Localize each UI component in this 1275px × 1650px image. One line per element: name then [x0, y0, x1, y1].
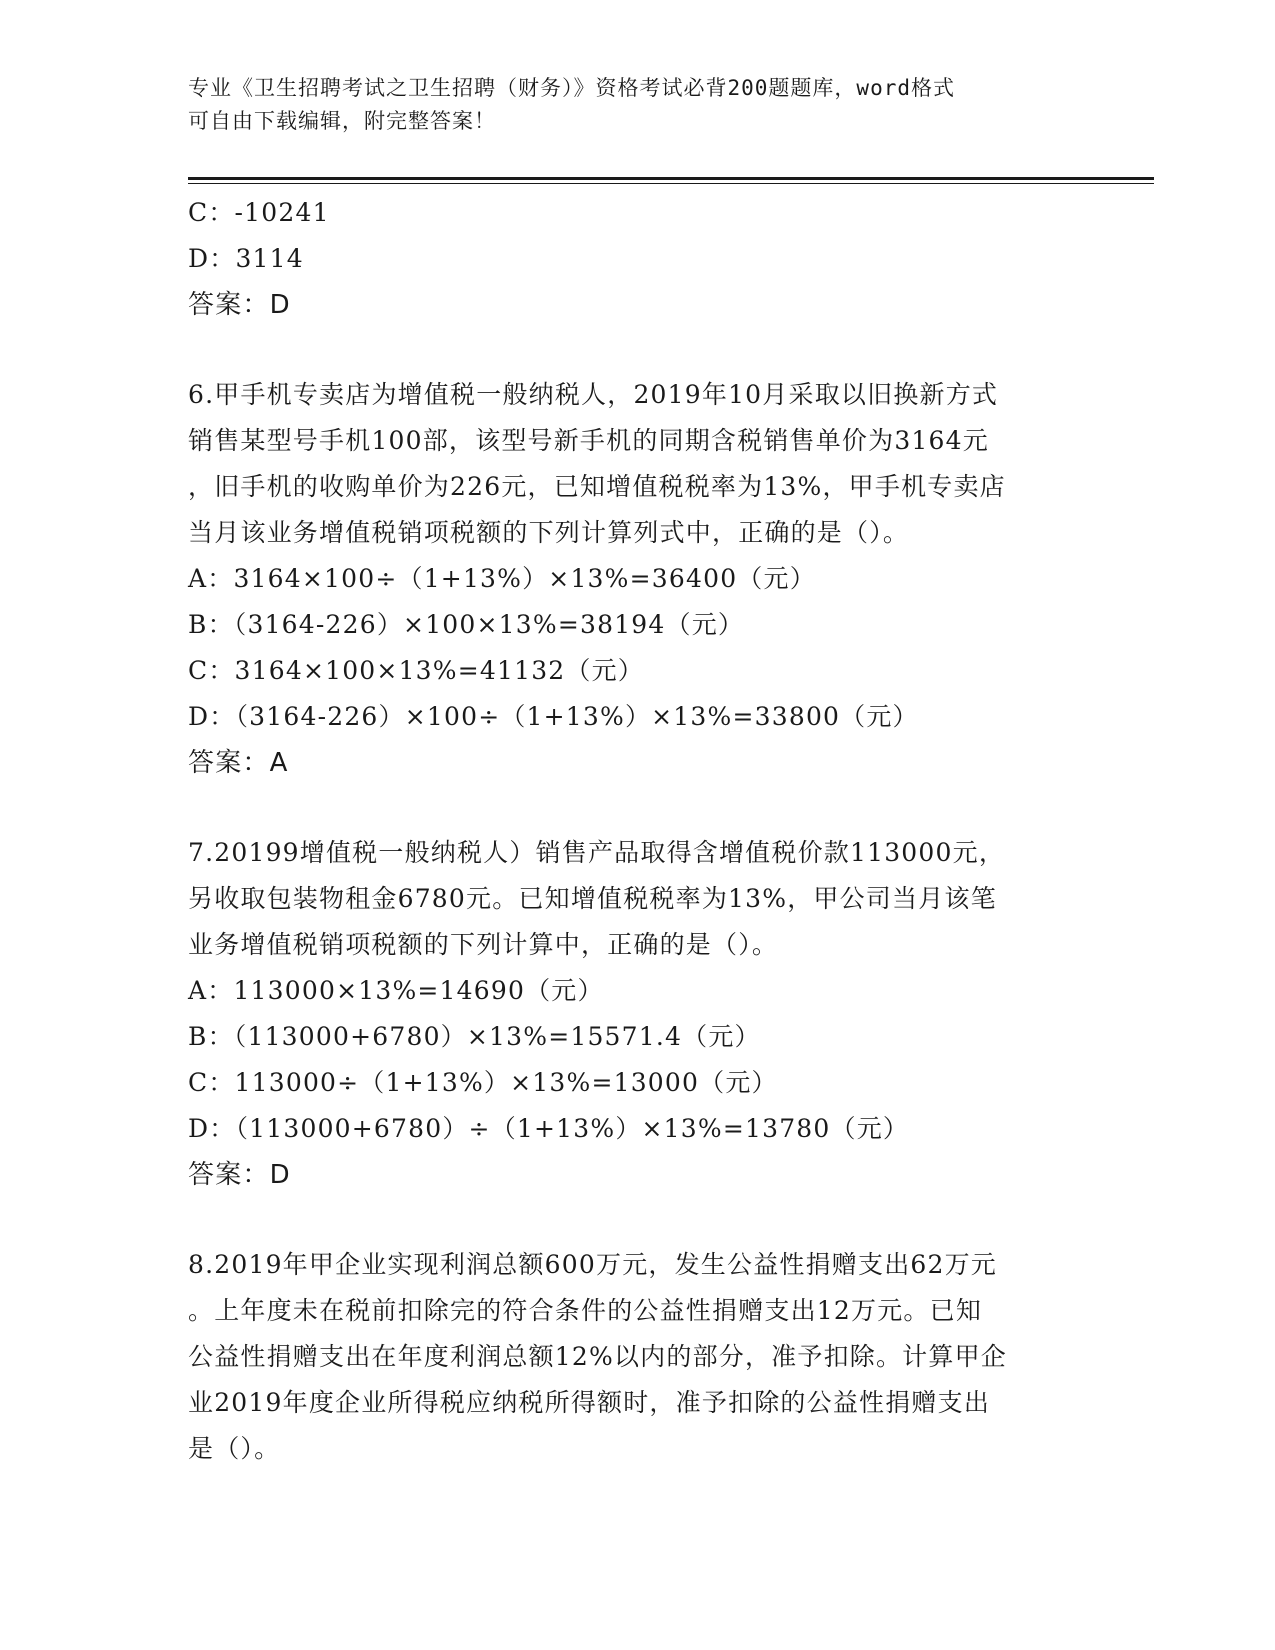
question-text-line: 销售某型号手机100部，该型号新手机的同期含税销售单价为3164元 — [188, 426, 989, 455]
question-text-line: 当月该业务增值税销项税额的下列计算列式中，正确的是（）。 — [188, 518, 910, 547]
document-header — [188, 72, 1088, 138]
option-a: A：3164×100÷（1+13%）×13%=36400（元） — [188, 564, 816, 593]
question-7 — [188, 830, 1088, 1198]
option-d: D：（113000+6780）÷（1+13%）×13%=13780（元） — [188, 1114, 910, 1143]
question-text-line: 另收取包装物租金6780元。已知增值税税率为13%，甲公司当月该笔 — [188, 884, 997, 913]
question-5-continued — [188, 190, 1088, 328]
option-c: C：-10241 — [188, 198, 330, 227]
question-text-line: 是（）。 — [188, 1434, 281, 1463]
question-text-line: 6.甲手机专卖店为增值税一般纳税人，2019年10月采取以旧换新方式 — [188, 380, 999, 409]
question-6 — [188, 372, 1088, 786]
header-line-1: 专业《卫生招聘考试之卫生招聘（财务）》资格考试必背200题题库，word格式 — [188, 76, 955, 100]
option-c: C：3164×100×13%=41132（元） — [188, 656, 645, 685]
header-rule-thin — [188, 183, 1154, 184]
answer-line: 答案：A — [188, 748, 289, 778]
question-text-line: 7.20199增值税一般纳税人）销售产品取得含增值税价款113000元， — [188, 838, 1006, 867]
option-b: B：（113000+6780）×13%=15571.4（元） — [188, 1022, 761, 1051]
answer-line: 答案：D — [188, 1160, 291, 1190]
header-line-2: 可自由下载编辑，附完整答案！ — [188, 109, 496, 133]
question-text-line: 8.2019年甲企业实现利润总额600万元，发生公益性捐赠支出62万元 — [188, 1250, 998, 1279]
option-b: B：（3164-226）×100×13%=38194（元） — [188, 610, 745, 639]
option-d: D：（3164-226）×100÷（1+13%）×13%=33800（元） — [188, 702, 919, 731]
question-text-line: 业务增值税销项税额的下列计算中，正确的是（）。 — [188, 930, 779, 959]
answer-line: 答案：D — [188, 290, 291, 320]
question-text-line: ，旧手机的收购单价为226元，已知增值税税率为13%，甲手机专卖店 — [188, 472, 1006, 501]
question-text-line: 业2019年度企业所得税应纳税所得额时，准予扣除的公益性捐赠支出 — [188, 1388, 991, 1417]
option-c: C：113000÷（1+13%）×13%=13000（元） — [188, 1068, 778, 1097]
question-text-line: 。上年度未在税前扣除完的符合条件的公益性捐赠支出12万元。已知 — [188, 1296, 983, 1325]
question-8 — [188, 1242, 1088, 1472]
option-d: D：3114 — [188, 244, 304, 273]
question-text-line: 公益性捐赠支出在年度利润总额12%以内的部分，准予扣除。计算甲企 — [188, 1342, 1007, 1371]
header-rule-thick — [188, 177, 1154, 180]
document-body — [188, 190, 1088, 1472]
option-a: A：113000×13%=14690（元） — [188, 976, 604, 1005]
